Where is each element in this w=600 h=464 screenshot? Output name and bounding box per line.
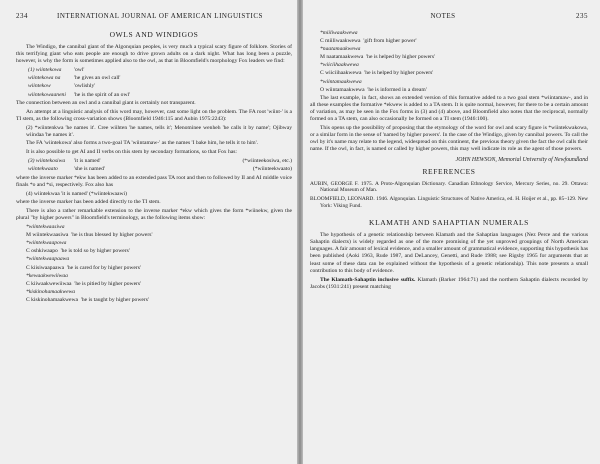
right-running-head [310,12,588,20]
example-block-1 [16,67,292,98]
section-title-owls: OWLS AND WINDIGOS [109,30,199,39]
example-gloss: C miiliwaakwewa 'gift from higher power' [320,38,417,45]
example-line: wiintekowa na 'he gives an owl call' [28,75,121,82]
reference-item: AUBIN, GEORGE F. 1975. A Proto-Algonquian Dictionary. Canadian Ethnology Service, Mercury Series, no. 29. Ottawa: National Museum of Man. [310,180,588,194]
example-gloss: C kiisiwaapaawa 'he is cared for by higher powers' [26,264,141,271]
references-title: REFERENCES [422,166,476,176]
left-running-head [16,12,292,20]
paragraph: The hypothesis of a genetic relationship between Klamath and the Sahaptian languages (Nez Perce and the various Sahaptin dialects) is widely regarded as one of the more promising of the yet unproved groupings of North American languages. A fair amount of lexical evidence, and a smaller amount of grammatical evidence, supporting this hypothesis has been published (Aoki 1963, Rude 1987, and DeLancey, Genetti, and Rude 1988; see Rigsby 1965 for arguments that at least some of these data can be explained without the hypothesis of a genetic relationship). This note presents a small contribution to this body of evidence. [310,232,588,274]
example-line: (1) wiintekowa 'owl' [28,67,85,74]
paragraph: It is also possible to get AI and II verbs on this stem by secondary formations, so that Fox has: [26,149,237,156]
example-gloss: C wiiciihaakwewa 'he is helped by higher powers' [320,70,434,77]
paragraph: where the inverse marker has been added directly to the TI stem. [16,198,161,205]
right-page [300,0,600,464]
example-stem: *wiintamaakwewa [320,78,362,85]
example-gloss: O wiintamaakwewa 'he is informed in a dream' [320,86,427,93]
example-stem: *naatamaakwewa [320,46,361,53]
example-stem: *wiintekwaapowa [26,240,67,247]
paragraph-lead: The Klamath-Sahaptin inclusive suffix. [320,276,416,283]
right-notes-title: NOTES [430,12,456,20]
left-page-number: 234 [16,12,28,20]
paragraph: The connection between an owl and a cannibal giant is certainly not transparent. [16,99,196,106]
right-page-number: 235 [576,12,588,20]
example-stem: *wiintekwaasiwa [26,224,65,231]
example-stem: *miiliwaakwewa [320,30,358,36]
paragraph: There is also a rather remarkable extension to the inverse marker *ekw which gives the form *wiinekw, given the plural "by higher powers" in Bloomfield's terminology, as the following items show: [16,207,292,221]
example-gloss: C oshkiwaapo 'he is told so by higher powers' [26,248,130,255]
paragraph: The last example, in fact, shows an extended version of this formative added to a two goal stem *wiintamaw-, and in all these examples the formative *ekwew is added to a TA stem. It is quite normal, however, for there to be a certain amount of variation, as may be seen in the Fox forms in (3) and (4) above, and Bloomfield also notes that the reciprocal, normally formed on a TA stem, can also occasionally be formed on a TI stem (1946:100). [310,94,588,123]
example-line: wiintekowaaneni 'he is the spirit of an owl' [28,91,131,98]
example-stem: *wiintekwaapaawa [26,256,70,263]
example-gloss: C kiskinohamaakwewa 'he is taught by higher powers' [26,296,149,303]
paragraph: This opens up the possibility of proposing that the etymology of the word for owl and scary figure is *wiintekwakowa, or a similar form in the sense of 'named by higher powers'. In the case of the Windigo, given by cannibal powers. To call the owl by it's name may relate to the legend, widespread on this continent, the previous theory given the fact the owl calls their name. If the owl, in fact, is named or called by higher powers, this may well indicate its role as the agent of those powers. [310,125,588,153]
left-journal-title: INTERNATIONAL JOURNAL OF AMERICAN LINGUISTICS [57,12,263,20]
author-signature: JOHN HEWSON, Memorial University of Newfoundland [455,156,588,163]
example-stem: *wiiciihaakwewa [320,62,359,69]
example-block-3 [16,158,292,173]
example-stem: *kewaakwewiiwaa [26,272,68,279]
paragraph: The Klamath-Sahaptin inclusive suffix. Klamath (Barker 1964:71) and the northern Sahaptin dialects recorded by Jacobs (1931:241) present matching [310,276,588,290]
example-block-top [310,30,588,94]
example-gloss: M naatamaakwewa 'he is helped by higher powers' [320,54,436,61]
example-2: (2) *wiintenkwa 'he names it'. Cree wiihten 'he names, tells it'; Menominee wenheh 'he calls it by name'; Ojibway wiindaa 'he names it'. [26,124,292,139]
example-stem: *kiskinohamaakwewa [26,288,76,295]
section-title-klamath: KLAMATH AND SAHAPTIAN NUMERALS [369,218,529,228]
example-line: (3) wiintekosiwa 'it is named' (*wiinteekosiwa, etc.) [28,158,292,165]
reference-item: BLOOMFIELD, LEONARD. 1946. Algonquian. Linguistic Structures of Native America, ed. H. Hoijer et al., pp. 85–129. New York: Viking Fund. [310,196,588,210]
paragraph: The Windigo, the cannibal giant of the Algonquian peoples, is very much a typical scary figure of folklore. Stories of this terrifying giant who eats people are enough to drive grown adults on a dark night. What has long been a puzzle, however, is why the form is sometimes applied also to the owl, as that in Bloomfield's morphology Fox leaders we find: [16,44,292,65]
example-block-5 [16,224,292,304]
example-gloss: C kiiwaakwewiiwaa 'he is pitied by higher powers' [26,280,142,287]
book-gutter [297,0,303,464]
example-gloss: M wiintekwaasiwa 'he is thus blessed by higher powers' [26,232,153,239]
example-line: wiintekwaato 'she is named' (*wiinteekwaato) [28,166,292,173]
example-line: wiintekow 'owlishly' [28,83,96,90]
paragraph: An attempt at a linguistic analysis of this word may, however, cast some light on the problem. The FA root 'wiint-' is a TI stem, as the following cross-variation shows (Bloomfield 1946:115 and Aubin 1975:2243): [16,108,292,122]
example-4: (4) wiintekwaa 'it is named' (*wiintekwaawi) [26,190,127,197]
paragraph: The FA 'wiintekowa' also forms a two-goal TA 'wiintamaw-' as the names 'I bake him, he tells it to him'. [26,140,259,147]
paragraph: where the inverse marker *ekw has been added to an extended pass TA root and then to followed by II and AI middle voice finals *o and *si, respectively. Fox also has [16,174,292,188]
